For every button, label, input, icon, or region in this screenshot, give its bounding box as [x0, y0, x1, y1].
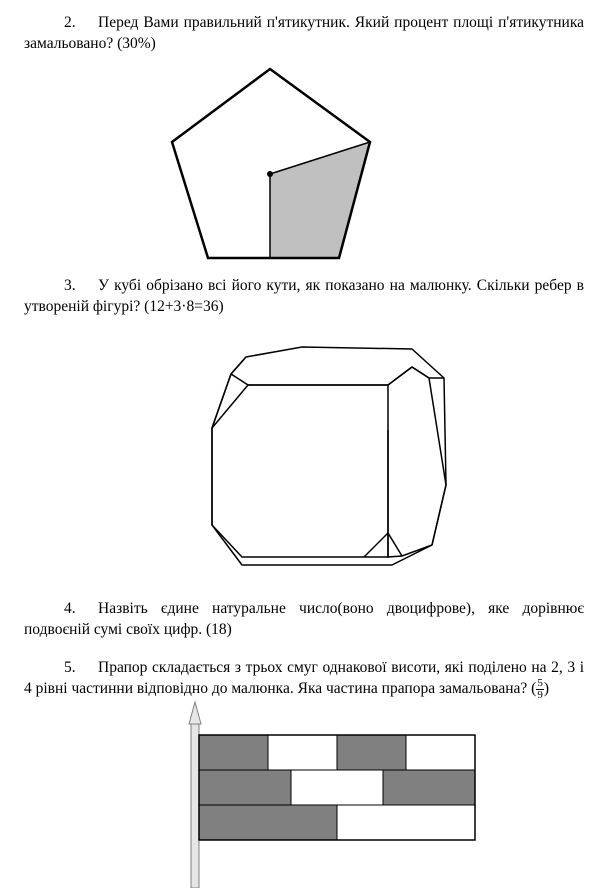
problem-text: Перед Вами правильний п'ятикутник. Який процент площі п'ятикутника замальовано? — [24, 14, 584, 52]
flag-cell — [199, 770, 291, 805]
problem-number: 5. — [64, 659, 76, 676]
corner-cut-br — [388, 533, 402, 556]
corner-cut-tl — [212, 374, 231, 428]
center-dot — [267, 171, 273, 177]
problem-answer: (18) — [206, 621, 232, 638]
front-face — [212, 385, 388, 557]
top-edge — [231, 367, 444, 385]
truncated-cube-figure — [205, 340, 455, 570]
flag-cell — [291, 770, 383, 805]
problem-3 — [24, 275, 584, 317]
problem-answer: ( $\frac{5}{9}$ ) — [531, 677, 549, 701]
corner-cut-tl-2 — [231, 357, 246, 374]
problem-answer: (30%) — [117, 35, 156, 52]
bottom-edge — [388, 430, 432, 557]
flag-pole — [191, 722, 199, 888]
problem-text: Прапор складається з трьох смуг однакової висоти, які поділено на 2, 3 і 4 рівні частинни відповідно до малюнка. Яка частина прапора замальована? — [24, 659, 584, 698]
problem-number: 2. — [64, 14, 76, 31]
problem-2 — [24, 12, 584, 54]
fraction-denominator: 9 — [537, 689, 543, 701]
flag-cell — [337, 805, 475, 840]
flag-stripe-3 — [199, 805, 475, 840]
problem-number: 4. — [64, 600, 76, 617]
problem-4 — [24, 598, 584, 640]
flag-cell — [406, 735, 475, 770]
corner-cut-br-2 — [364, 533, 388, 557]
problem-number: 3. — [64, 277, 76, 294]
problem-5 — [24, 657, 584, 701]
fraction-numerator: 5 — [537, 677, 543, 689]
flag-cell — [268, 735, 337, 770]
flag-stripe-1 — [199, 735, 475, 770]
pentagon-figure — [160, 62, 380, 262]
cube-outline — [212, 347, 446, 565]
flag-figure — [180, 698, 480, 888]
flag-cell — [337, 735, 406, 770]
right-edge — [388, 367, 446, 545]
pole-arrow-icon — [189, 702, 201, 724]
flag-cell — [199, 805, 337, 840]
problem-text: У кубі обрізано всі його кути, як показано на малюнку. Скільки ребер в утвореній фігурі? — [24, 277, 584, 315]
problem-text: Назвіть єдине натуральне число(воно двоцифрове), яке дорівнює подвоєній сумі своїх цифр. — [24, 600, 584, 638]
problem-answer: (12+3·8=36) — [144, 298, 224, 315]
flag-cell — [383, 770, 475, 805]
flag-cell — [199, 735, 268, 770]
flag-stripe-2 — [199, 770, 475, 805]
